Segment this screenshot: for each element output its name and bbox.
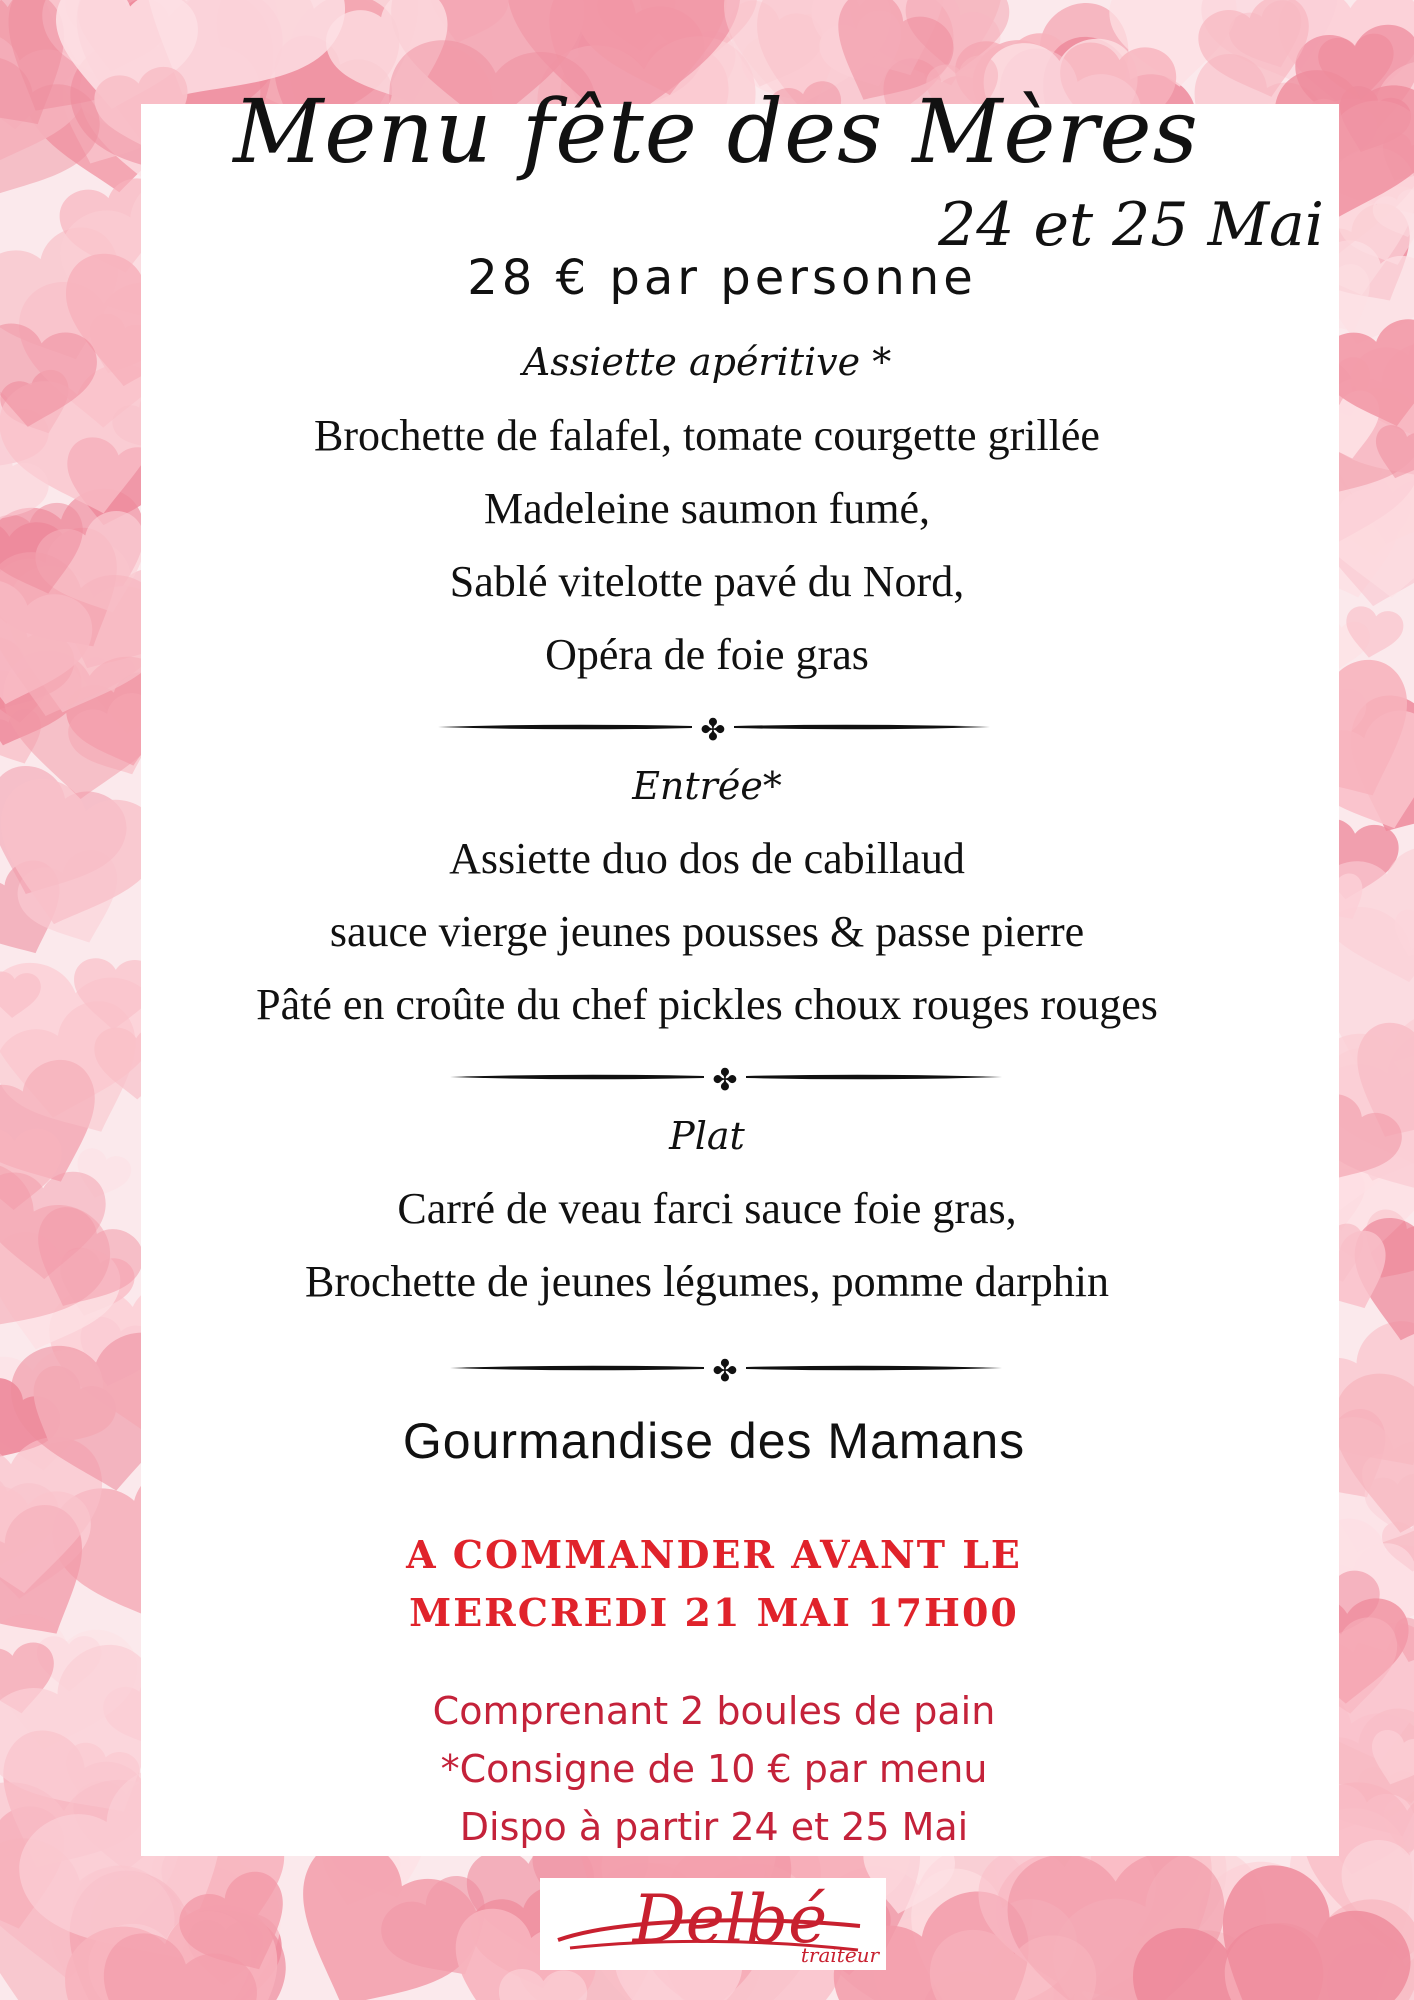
svg-text:✤: ✤	[712, 1063, 738, 1097]
dessert-item: Gourmandise des Mamans	[402, 1413, 1026, 1469]
svg-text:✤: ✤	[700, 713, 726, 747]
info-bread: Comprenant 2 boules de pain	[432, 1689, 996, 1733]
ornament-divider	[0, 1348, 1414, 1388]
delbe-traiteur-logo	[540, 1878, 886, 1970]
section-title-aperitif: Assiette apéritive *	[522, 340, 892, 384]
ornament-divider	[0, 707, 1414, 747]
menu-item: Pâté en croûte du chef pickles choux rouges rouges	[256, 980, 1158, 1029]
ornament-divider	[0, 1057, 1414, 1097]
menu-item: sauce vierge jeunes pousses & passe pierre	[329, 907, 1085, 956]
menu-item: Madeleine saumon fumé,	[484, 484, 930, 533]
event-dates: 24 et 25 Mai	[938, 190, 1324, 260]
price-per-person: 28 € par personne	[467, 250, 977, 306]
menu-item: Assiette duo dos de cabillaud	[449, 834, 965, 883]
info-deposit: *Consigne de 10 € par menu	[440, 1747, 988, 1791]
svg-text:Delbé: Delbé	[632, 1881, 828, 1958]
svg-text:traiteur: traiteur	[800, 1943, 880, 1967]
menu-item: Brochette de jeunes légumes, pomme darphin	[305, 1257, 1109, 1306]
menu-item: Sablé vitelotte pavé du Nord,	[449, 557, 965, 606]
order-deadline-line-2: MERCREDI 21 MAI 17H00	[409, 1590, 1019, 1635]
section-title-plat: Plat	[669, 1114, 745, 1158]
svg-text:✤: ✤	[712, 1354, 738, 1388]
page-title: Menu fête des Mères	[233, 80, 1199, 183]
menu-item: Brochette de falafel, tomate courgette grillée	[314, 411, 1100, 460]
menu-item: Opéra de foie gras	[545, 630, 869, 679]
menu-item: Carré de veau farci sauce foie gras,	[397, 1184, 1017, 1233]
info-availability: Dispo à partir 24 et 25 Mai	[459, 1805, 969, 1849]
order-deadline-line-1: A COMMANDER AVANT LE	[406, 1532, 1022, 1577]
section-title-entree: Entrée*	[632, 764, 782, 808]
